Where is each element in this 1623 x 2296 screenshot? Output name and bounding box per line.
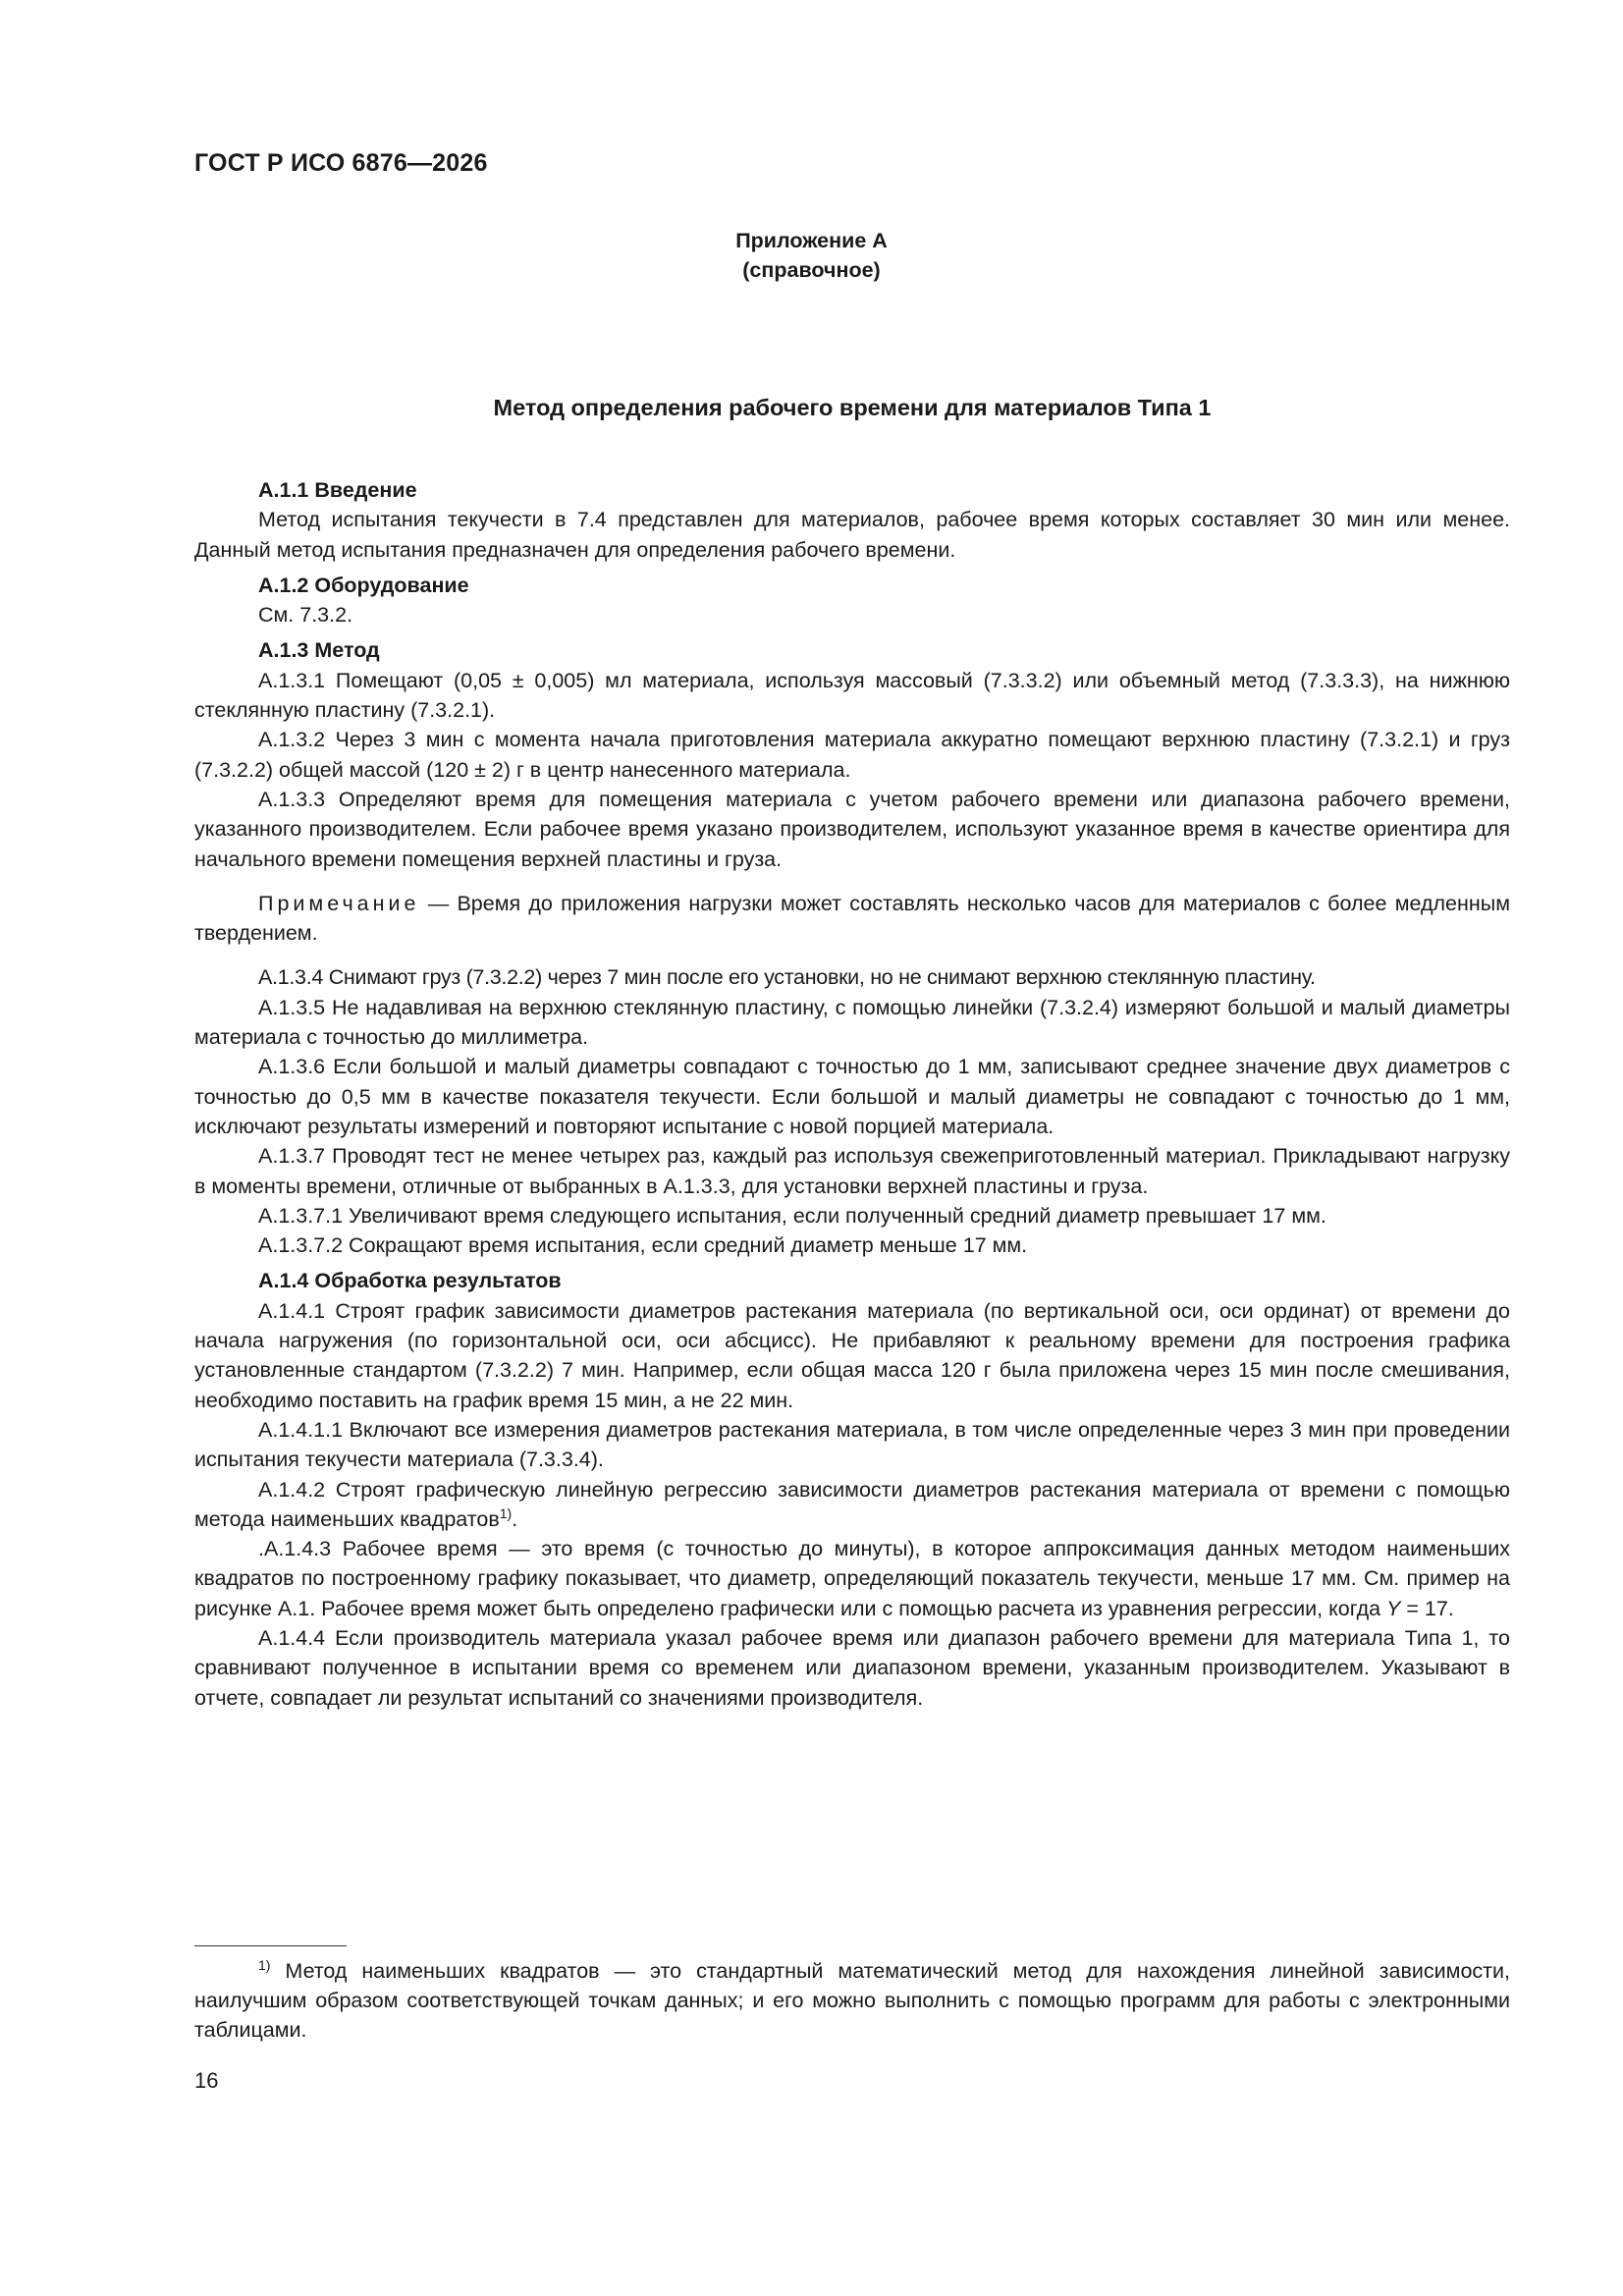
paragraph [194, 1534, 1510, 1623]
paragraph: Метод испытания текучести в 7.4 представлен для материалов, рабочее время которых составляет 30 мин или менее. Данный метод испытания предназначен для определения рабочего времени. [194, 508, 1510, 562]
paragraph: А.1.4.1 Строят график зависимости диаметров растекания материала (по вертикальной оси, оси ординат) от времени до начала нагружения (по горизонтальной оси, оси абсцисс). Не прибавляют к реальному времени для построения графика установленные стандартом (7.3.2.2) 7 мин. Например, если общая масса 120 г была приложена через 15 мин после смешивания, необходимо поставить на график время 15 мин, а не 22 мин. [194, 1298, 1510, 1412]
paragraph: А.1.3.7.1 Увеличивают время следующего испытания, если полученный средний диаметр превышает 17 мм. [258, 1203, 1326, 1228]
paragraph: А.1.4.4 Если производитель материала указал рабочее время или диапазон рабочего времени для материала Типа 1, то сравнивают полученное в испытании время со временем или диапазоном времени, указанным производителем. Указывают в отчете, совпадает ли результат испытаний со значениями производителя. [194, 1625, 1510, 1710]
footnote-separator [194, 1945, 347, 1946]
paragraph: См. 7.3.2. [258, 603, 353, 628]
paragraph-tail: . [512, 1506, 518, 1531]
paragraph: А.1.3.1 Помещают (0,05 ± 0,005) мл материала, используя массовый (7.3.3.2) или объемный метод (7.3.3.3), на нижнюю стеклянную пластину (7.3.2.1). [194, 668, 1510, 723]
section-heading-method: А.1.3 Метод [258, 638, 380, 663]
section-heading-intro: А.1.1 Введение [258, 478, 417, 502]
appendix-label: Приложение А [735, 229, 888, 252]
paragraph-tail: = 17. [1400, 1596, 1454, 1620]
paragraph-text: .А.1.4.3 Рабочее время — это время (с точностью до минуты), в которое аппроксимация данных методом наименьших квадратов по построенному графику показывает, что диаметр, определяющий показатель текучести, меньше 17 мм. См. пример на рисунке А.1. Рабочее время может быть определено графически или с помощью расчета из уравнения регрессии, когда [194, 1537, 1510, 1620]
paragraph: А.1.4.1.1 Включают все измерения диаметров растекания материала, в том числе определенные через 3 мин при проведении испытания текучести материала (7.3.3.4). [194, 1417, 1510, 1472]
appendix-title: Метод определения рабочего времени для материалов Типа 1 [493, 395, 1212, 420]
paragraph: А.1.3.7.2 Сокращают время испытания, если средний диаметр меньше 17 мм. [258, 1233, 1028, 1258]
paragraph: А.1.3.7 Проводят тест не менее четырех раз, каждый раз используя свежеприготовленный материал. Прикладывают нагрузку в моменты времени, отличные от выбранных в А.1.3.3, для установки верхней пластины и груза. [194, 1144, 1510, 1198]
note [194, 889, 1510, 949]
paragraph-text: А.1.4.2 Строят графическую линейную регрессию зависимости диаметров растекания материала от времени с помощью метода наименьших квадратов [194, 1477, 1510, 1531]
paragraph: А.1.3.3 Определяют время для помещения материала с учетом рабочего времени или диапазона рабочего времени, указанного производителем. Если рабочее время указано производителем, используют указанное время в качестве ориентира для начального времени помещения верхней пластины и груза. [194, 787, 1510, 871]
paragraph: А.1.3.6 Если большой и малый диаметры совпадают с точностью до 1 мм, записывают среднее значение двух диаметров с точностью до 0,5 мм в качестве показателя текучести. Если большой и малый диаметры не совпадают с точностью до 1 мм, исключают результаты измерений и повторяют испытание с новой порцией материала. [194, 1055, 1510, 1138]
paragraph: А.1.3.2 Через 3 мин с момента начала приготовления материала аккуратно помещают верхнюю пластину (7.3.2.1) и груз (7.3.2.2) общей массой (120 ± 2) г в центр нанесенного материала. [194, 728, 1510, 782]
section-heading-results: А.1.4 Обработка результатов [258, 1269, 562, 1293]
paragraph [194, 1475, 1510, 1535]
footnote [194, 1956, 1510, 2045]
page-number: 16 [194, 2068, 219, 2093]
paragraph: А.1.3.5 Не надавливая на верхнюю стеклянную пластину, с помощью линейки (7.3.2.4) измеряют большой и малый диаметры материала с точностью до миллиметра. [194, 995, 1510, 1050]
appendix-heading [0, 226, 1623, 285]
paragraph: А.1.3.4 Снимают груз (7.3.2.2) через 7 мин после его установки, но не снимают верхнюю стеклянную пластину. [258, 965, 1316, 990]
document-code: ГОСТ Р ИСО 6876—2026 [194, 149, 488, 177]
variable: Y [1386, 1596, 1401, 1620]
footnote-text: Метод наименьших квадратов — это стандартный математический метод для нахождения линейной зависимости, наилучшим образом соответствующей точкам данных; и его можно выполнить с помощью программ для работы с электронными таблицами. [194, 1959, 1510, 2042]
footnote-mark: 1) [258, 1956, 271, 1973]
note-text: — Время до приложения нагрузки может составлять несколько часов для материалов с более медленным твердением. [194, 891, 1510, 946]
appendix-status: (справочное) [742, 258, 881, 282]
document-body [194, 475, 1510, 1713]
section-heading-equipment: А.1.2 Оборудование [258, 573, 469, 597]
footnote-ref[interactable]: 1) [499, 1504, 513, 1521]
note-label: Примечание [258, 891, 420, 915]
